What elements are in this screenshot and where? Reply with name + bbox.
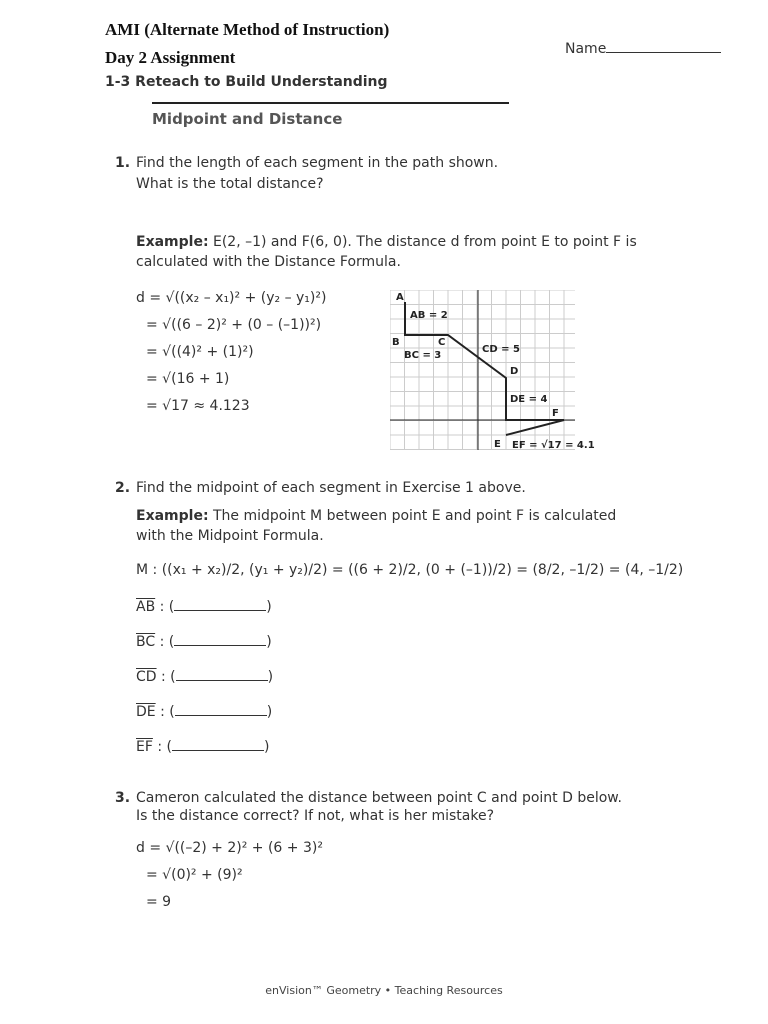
svg-text:A: A — [396, 292, 404, 303]
svg-text:F: F — [552, 408, 559, 419]
svg-text:D: D — [510, 366, 519, 377]
lesson: 1-3 Reteach to Build Understanding — [105, 74, 388, 90]
svg-text:AB = 2: AB = 2 — [410, 310, 448, 321]
svg-text:EF = √17 = 4.1: EF = √17 = 4.1 — [512, 440, 595, 451]
title: AMI (Alternate Method of Instruction) — [105, 20, 390, 39]
svg-text:CD = 5: CD = 5 — [482, 344, 520, 355]
footer: enVision™ Geometry • Teaching Resources — [265, 984, 503, 997]
svg-text:BC = 3: BC = 3 — [404, 350, 442, 361]
svg-text:E: E — [494, 439, 501, 450]
svg-text:C: C — [438, 337, 446, 348]
section-title: Midpoint and Distance — [152, 110, 343, 128]
svg-text:B: B — [392, 337, 400, 348]
graph — [390, 290, 605, 455]
name-field[interactable]: Name — [565, 40, 721, 57]
svg-text:DE = 4: DE = 4 — [510, 394, 548, 405]
subtitle: Day 2 Assignment — [105, 48, 236, 67]
